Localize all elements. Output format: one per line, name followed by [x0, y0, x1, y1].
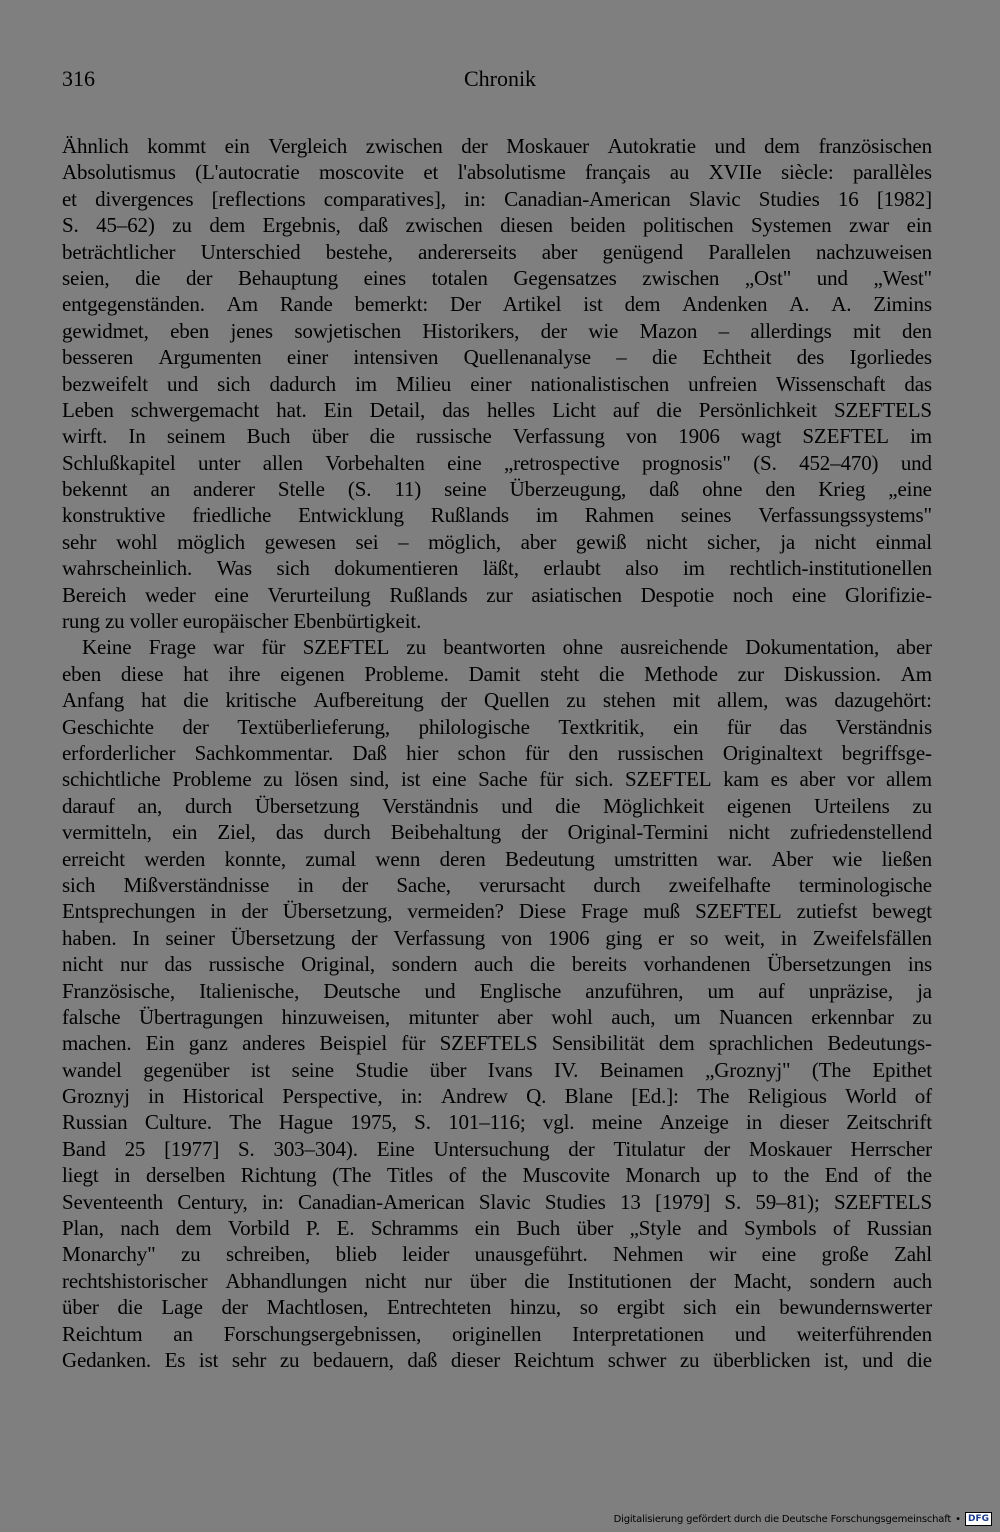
- text-line: nicht nur das russische Original, sondern auch die bereits vorhandenen Übersetzungen ins: [62, 952, 932, 977]
- text-line: gewidmet, eben jenes sowjetischen Historikers, der wie Mazon – allerdings mit den: [62, 318, 932, 343]
- text-line: rechtshistorischer Abhandlungen nicht nur über die Institutionen der Macht, sondern auch: [62, 1268, 932, 1293]
- text-line: Französische, Italienische, Deutsche und Englische anzuführen, um auf unpräzise, ja: [62, 978, 932, 1003]
- text-line: Groznyj in Historical Perspective, in: Andrew Q. Blane [Ed.]: The Religious World of: [62, 1084, 932, 1109]
- text-line: Plan, nach dem Vorbild P. E. Schramms ein Buch über „Style and Symbols of Russian: [62, 1216, 932, 1241]
- text-line: konstruktive friedliche Entwicklung Rußlands im Rahmen seines Verfassungssystems": [62, 503, 932, 528]
- text-line: Russian Culture. The Hague 1975, S. 101–116; vgl. meine Anzeige in dieser Zeitschrift: [62, 1110, 932, 1135]
- text-line: sich Mißverständnisse in der Sache, verursacht durch zweifelhafte terminologische: [62, 872, 932, 897]
- text-line: Absolutismus (L'autocratie moscovite et l'absolutisme français au XVIIe siècle: parallèles: [62, 160, 932, 185]
- body-text: [62, 133, 932, 1373]
- text-line: liegt in derselben Richtung (The Titles of the Muscovite Monarch up to the End of the: [62, 1163, 932, 1188]
- text-line: beträchtlicher Unterschied bestehe, andererseits aber genügend Parallelen nachzuweisen: [62, 239, 932, 264]
- text-line: erforderlicher Sachkommentar. Daß hier schon für den russischen Originaltext begriffsge-: [62, 740, 932, 765]
- text-line: Reichtum an Forschungsergebnissen, originellen Interpretationen und weiterführenden: [62, 1321, 932, 1346]
- text-line: Monarchy" zu schreiben, blieb leider unausgeführt. Nehmen wir eine große Zahl: [62, 1242, 932, 1267]
- text-line: Ähnlich kommt ein Vergleich zwischen der Moskauer Autokratie und dem französischen: [62, 134, 932, 158]
- text-line: eben diese hat ihre eigenen Probleme. Damit steht die Methode zur Diskussion. Am: [62, 661, 932, 686]
- text-line: seien, die der Behauptung eines totalen Gegensatzes zwischen „Ost" und „West": [62, 265, 932, 290]
- text-line: über die Lage der Machtlosen, Entrechteten hinzu, so ergibt sich ein bewundernswerter: [62, 1295, 932, 1320]
- text-line: Geschichte der Textüberlieferung, philologische Textkritik, ein für das Verständnis: [62, 714, 932, 739]
- text-line: falsche Übertragungen hinzuweisen, mitunter aber wohl auch, um Nuancen erkennbar zu: [62, 1004, 932, 1029]
- text-line: erreicht werden konnte, zumal wenn deren Bedeutung umstritten war. Aber wie ließen: [62, 846, 932, 871]
- text-line: Seventeenth Century, in: Canadian-American Slavic Studies 13 [1979] S. 59–81); SZEFTELS: [62, 1189, 932, 1214]
- running-head: Chronik: [463, 66, 537, 91]
- text-line: wirft. In seinem Buch über die russische Verfassung von 1906 wagt SZEFTEL im: [62, 424, 932, 449]
- text-line: wahrscheinlich. Was sich dokumentieren läßt, erlaubt also im rechtlich-institutionellen: [62, 556, 932, 581]
- text-line: Entsprechungen in der Übersetzung, vermeiden? Diese Frage muß SZEFTEL zutiefst bewegt: [62, 899, 932, 924]
- text-line: wandel gegenüber ist seine Studie über Ivans IV. Beinamen „Groznyj" (The Epithet: [62, 1057, 932, 1082]
- text-line: Gedanken. Es ist sehr zu bedauern, daß dieser Reichtum schwer zu überblicken ist, und die: [62, 1347, 932, 1372]
- text-line: schichtliche Probleme zu lösen sind, ist eine Sache für sich. SZEFTEL kam es aber vor allem: [62, 767, 932, 792]
- text-line: darauf an, durch Übersetzung Verständnis und die Möglichkeit eigenen Urteilens zu: [62, 793, 932, 818]
- text-line: Leben schwergemacht hat. Ein Detail, das helles Licht auf die Persönlichkeit SZEFTELS: [62, 397, 932, 422]
- text-line: besseren Argumenten einer intensiven Quellenanalyse – die Echtheit des Igorliedes: [62, 345, 932, 370]
- dfg-logo: DFG: [965, 1512, 992, 1526]
- text-line: Band 25 [1977] S. 303–304). Eine Untersuchung der Titulatur der Moskauer Herrscher: [62, 1136, 932, 1161]
- text-line: rung zu voller europäischer Ebenbürtigkeit.: [62, 609, 422, 634]
- text-line: Keine Frage war für SZEFTEL zu beantworten ohne ausreichende Dokumentation, aber: [82, 635, 932, 660]
- footer: [614, 1512, 992, 1526]
- text-line: haben. In seiner Übersetzung der Verfassung von 1906 ging er so weit, in Zweifelsfällen: [62, 925, 932, 950]
- text-line: Schlußkapitel unter allen Vorbehalten eine „retrospective prognosis" (S. 452–470) und: [62, 450, 932, 475]
- text-line: bekennt an anderer Stelle (S. 11) seine Überzeugung, daß ohne den Krieg „eine: [62, 477, 932, 502]
- text-line: sehr wohl möglich gewesen sei – möglich, aber gewiß nicht sicher, ja nicht einmal: [62, 529, 932, 554]
- text-line: entgegenständen. Am Rande bemerkt: Der Artikel ist dem Andenken A. A. Zimins: [62, 292, 932, 317]
- funding-note: Digitalisierung gefördert durch die Deutsche Forschungsgemeinschaft: [613, 1513, 952, 1525]
- footer-separator: •: [955, 1513, 961, 1525]
- text-line: et divergences [reflections comparatives], in: Canadian-American Slavic Studies 16 [1982]: [62, 186, 932, 211]
- text-line: bezweifelt und sich dadurch im Milieu einer nationalistischen unfreien Wissenschaft das: [62, 371, 932, 396]
- text-line: machen. Ein ganz anderes Beispiel für SZEFTELS Sensibilität dem sprachlichen Bedeutungs-: [62, 1031, 932, 1056]
- text-line: vermitteln, ein Ziel, das durch Beibehaltung der Original-Termini nicht zufriedenstellend: [62, 820, 932, 845]
- text-line: S. 45–62) zu dem Ergebnis, daß zwischen diesen beiden politischen Systemen zwar ein: [62, 213, 932, 238]
- text-line: Bereich weder eine Verurteilung Rußlands zur asiatischen Despotie noch eine Glorifizie-: [62, 582, 932, 607]
- text-line: Anfang hat die kritische Aufbereitung der Quellen zu stehen mit allem, was dazugehört:: [62, 688, 932, 713]
- page-number: 316: [62, 66, 95, 91]
